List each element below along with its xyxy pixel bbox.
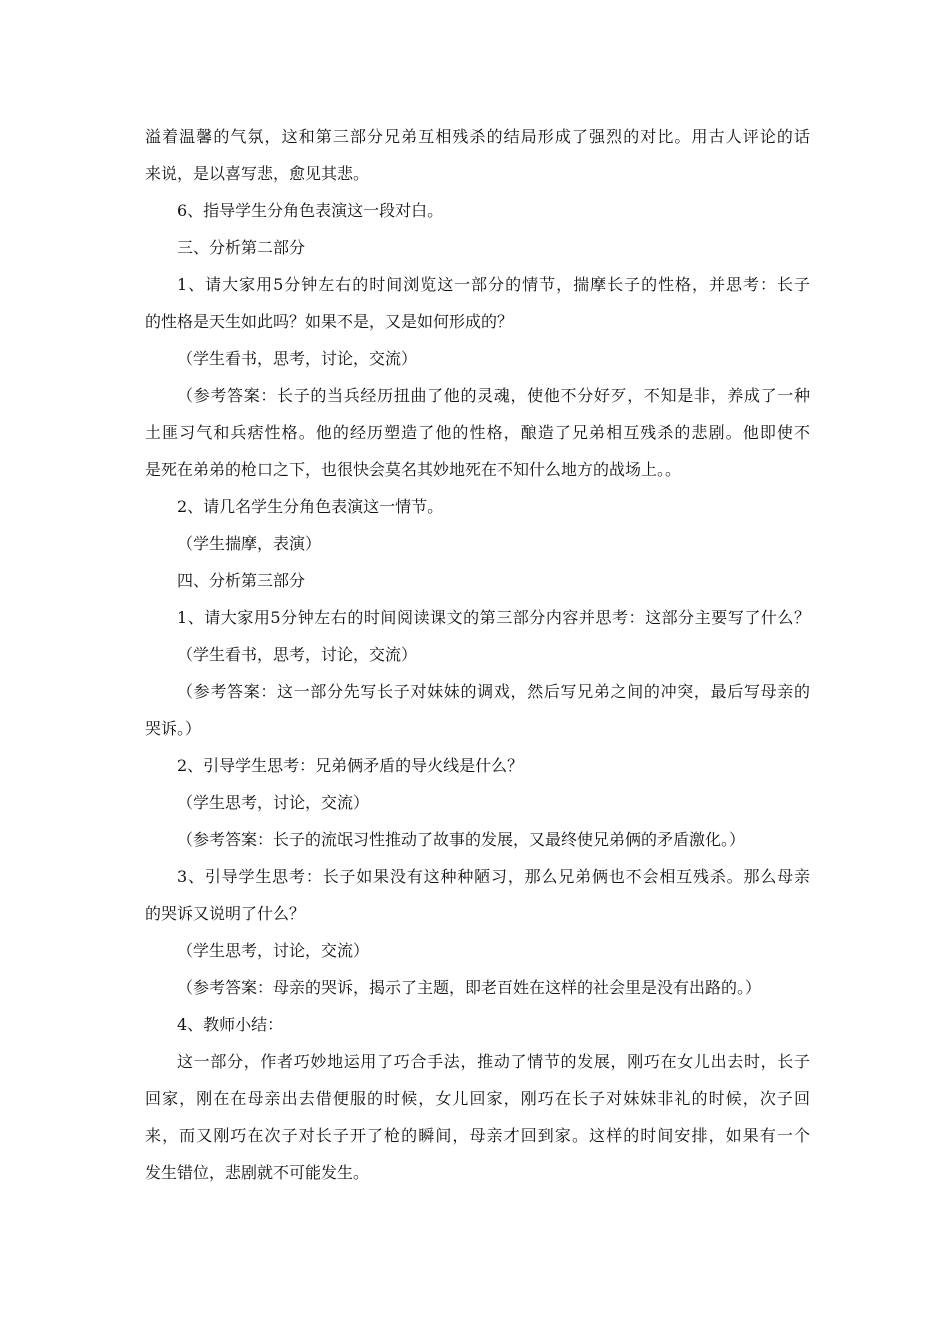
text-line: 3、引导学生思考：长子如果没有这种种陋习，那么兄弟俩也不会相互残杀。那么母亲 bbox=[177, 867, 810, 886]
text-line: 来，而又刚巧在次子对长子开了枪的瞬间，母亲才回到家。这样的时间安排，如果有一个 bbox=[145, 1126, 810, 1145]
text-line: 发生错位，悲剧就不可能发生。 bbox=[145, 1163, 370, 1182]
text-line: 这一部分，作者巧妙地运用了巧合手法，推动了情节的发展，刚巧在女儿出去时，长子 bbox=[177, 1052, 810, 1071]
text-line: 溢着温馨的气氛，这和第三部分兄弟互相残杀的结局形成了强烈的对比。用古人评论的话 bbox=[145, 127, 810, 146]
text-line: 1、请大家用5分钟左右的时间浏览这一部分的情节，揣摩长子的性格，并思考：长子 bbox=[177, 275, 810, 294]
section-heading: 四、分析第三部分 bbox=[177, 571, 306, 590]
text-line: 的性格是天生如此吗？如果不是，又是如何形成的？ bbox=[145, 312, 514, 331]
text-line: 4、教师小结： bbox=[177, 1015, 284, 1034]
text-line: （参考答案：长子的当兵经历扭曲了他的灵魂，使他不分好歹，不知是非，养成了一种 bbox=[177, 386, 810, 405]
text-line: （学生看书，思考，讨论，交流） bbox=[177, 645, 418, 664]
text-line: 1、请大家用5分钟左右的时间阅读课文的第三部分内容并思考：这部分主要写了什么？ bbox=[177, 608, 810, 627]
text-line: 回家，刚在在母亲出去借便服的时候，女儿回家，刚巧在长子对妹妹非礼的时候，次子回 bbox=[145, 1089, 810, 1108]
document-page bbox=[145, 118, 810, 1191]
text-line: （学生思考，讨论，交流） bbox=[177, 941, 370, 960]
text-line: 2、请几名学生分角色表演这一情节。 bbox=[177, 497, 444, 516]
text-line: 2、引导学生思考：兄弟俩矛盾的导火线是什么？ bbox=[177, 756, 524, 775]
text-line: 哭诉。） bbox=[145, 719, 202, 738]
text-line: （学生揣摩，表演） bbox=[177, 534, 322, 553]
text-line: 土匪习气和兵痞性格。他的经历塑造了他的性格，酿造了兄弟相互残杀的悲剧。他即使不 bbox=[145, 423, 810, 442]
text-line: 的哭诉又说明了什么？ bbox=[145, 904, 306, 923]
text-line: （参考答案：长子的流氓习性推动了故事的发展，又最终使兄弟俩的矛盾激化。） bbox=[177, 830, 746, 849]
text-line: 是死在弟弟的枪口之下，也很快会莫名其妙地死在不知什么地方的战场上。。 bbox=[145, 460, 682, 479]
text-line: （参考答案：这一部分先写长子对妹妹的调戏，然后写兄弟之间的冲突，最后写母亲的 bbox=[177, 682, 810, 701]
text-line: 6、指导学生分角色表演这一段对白。 bbox=[177, 201, 444, 220]
text-line: （学生思考，讨论，交流） bbox=[177, 793, 370, 812]
text-line: 来说，是以喜写悲，愈见其悲。 bbox=[145, 164, 370, 183]
text-line: （学生看书，思考，讨论，交流） bbox=[177, 349, 418, 368]
text-line: （参考答案：母亲的哭诉，揭示了主题，即老百姓在这样的社会里是没有出路的。） bbox=[177, 978, 762, 997]
section-heading: 三、分析第二部分 bbox=[177, 238, 306, 257]
